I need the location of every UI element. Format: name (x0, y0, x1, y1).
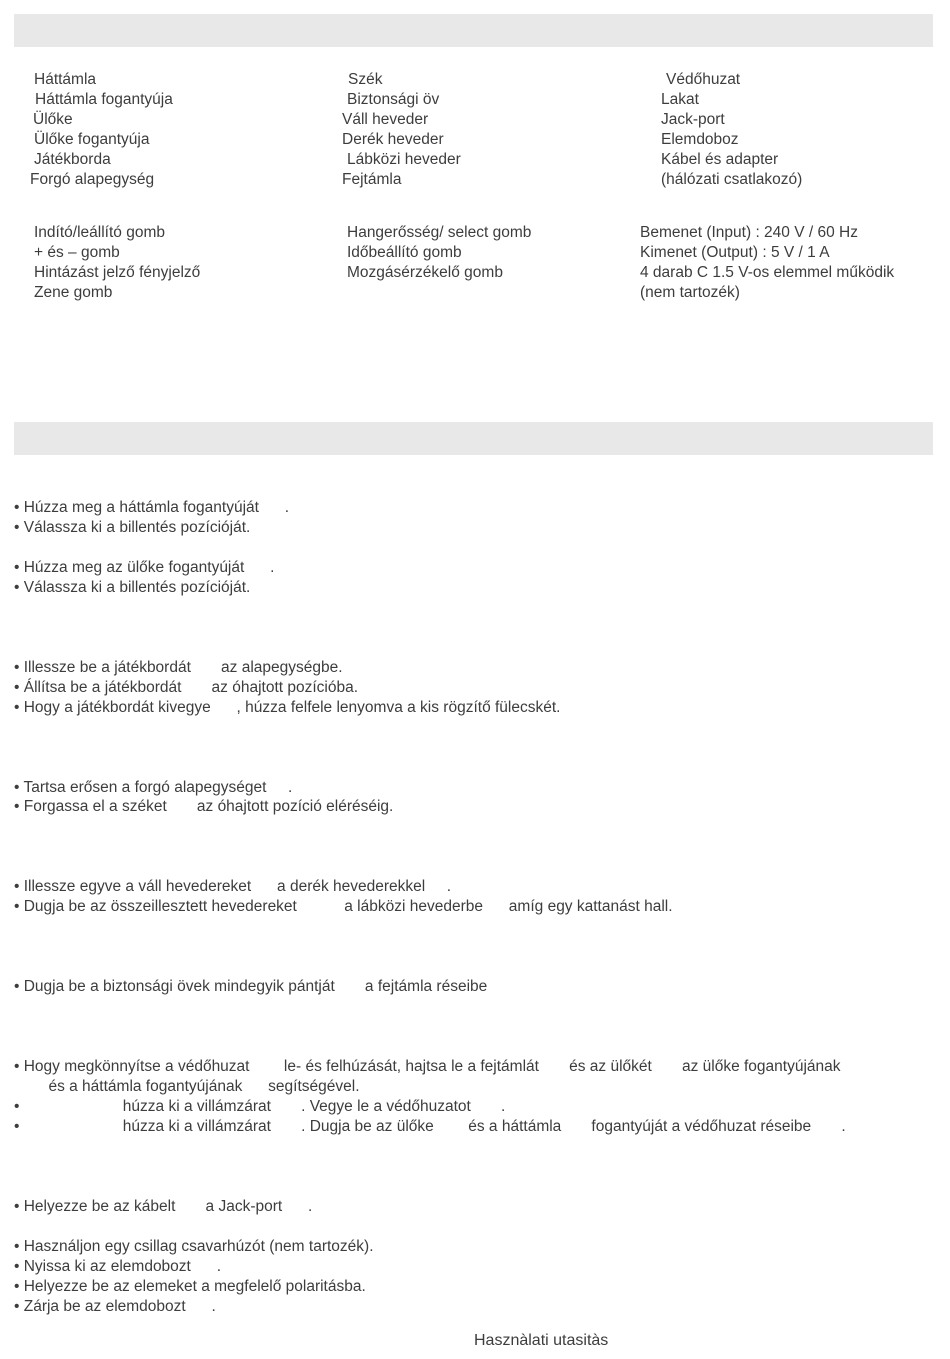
part-label: Biztonsági öv (347, 91, 440, 108)
instruction-item: • Hogy a játékbordát kivegye , húzza felfele lenyomva a kis rögzítő fülecskét. (14, 699, 561, 716)
instruction-item: • Nyissa ki az elemdobozt . (14, 1258, 222, 1275)
part-label: Jack-port (661, 111, 725, 128)
instruction-item: • Hogy megkönnyítse a védőhuzat le- és felhúzását, hajtsa le a fejtámlát és az ülőkét az ülőke fogantyújának (14, 1058, 841, 1075)
part-label: Háttámla fogantyúja (35, 91, 173, 108)
spec-label: Kimenet (Output) : 5 V / 1 A (640, 244, 830, 261)
instruction-item: • Helyezze be az kábelt a Jack-port . (14, 1198, 313, 1215)
spec-label: (nem tartozék) (640, 284, 740, 301)
part-label: Ülőke (33, 111, 73, 128)
header-band-top (14, 14, 933, 47)
instruction-item: • Zárja be az elemdobozt . (14, 1298, 216, 1315)
instruction-item: • Húzza meg az ülőke fogantyúját . (14, 559, 275, 576)
instruction-item: • Illessze be a játékbordát az alapegységbe. (14, 659, 343, 676)
instruction-item: • Válassza ki a billentés pozícióját. (14, 579, 251, 596)
part-label: Ülőke fogantyúja (34, 131, 150, 148)
control-label: Mozgásérzékelő gomb (347, 264, 503, 281)
part-label: Lakat (661, 91, 699, 108)
instruction-item: • Helyezze be az elemeket a megfelelő polaritásba. (14, 1278, 366, 1295)
part-label: Váll heveder (342, 111, 429, 128)
part-label: (hálózati csatlakozó) (661, 171, 803, 188)
control-label: + és – gomb (34, 244, 120, 261)
part-label: Elemdoboz (661, 131, 739, 148)
part-label: Forgó alapegység (30, 171, 155, 188)
control-label: Időbeállító gomb (347, 244, 462, 261)
part-label: Kábel és adapter (661, 151, 779, 168)
part-label: Fejtámla (342, 171, 402, 188)
instruction-item: • Tartsa erősen a forgó alapegységet . (14, 779, 293, 796)
part-label: Védőhuzat (666, 71, 741, 88)
spec-label: 4 darab C 1.5 V-os elemmel működik (640, 264, 895, 281)
instruction-item: • Forgassa el a széket az óhajtott pozíció eléréséig. (14, 798, 394, 815)
part-label: Derék heveder (342, 131, 444, 148)
part-label: Játékborda (34, 151, 111, 168)
spec-label: Bemenet (Input) : 240 V / 60 Hz (640, 224, 858, 241)
part-label: Szék (348, 71, 383, 88)
part-label: Lábközi heveder (347, 151, 461, 168)
instruction-item: • Illessze egyve a váll hevedereket a derék hevederekkel . (14, 878, 452, 895)
control-label: Zene gomb (34, 284, 113, 301)
instruction-item: • Dugja be a biztonsági övek mindegyik pántját a fejtámla réseibe (14, 978, 488, 995)
part-label: Háttámla (34, 71, 97, 88)
instruction-item: • Húzza meg a háttámla fogantyúját . (14, 499, 290, 516)
control-label: Hangerősség/ select gomb (347, 224, 532, 241)
page-footer: Hasznàlati utasitàs (474, 1332, 609, 1349)
control-label: Hintázást jelző fényjelző (34, 264, 201, 281)
instruction-item: • Használjon egy csillag csavarhúzót (nem tartozék). (14, 1238, 374, 1255)
instruction-item: és a háttámla fogantyújának segítségével. (14, 1078, 360, 1095)
instruction-item: • Válassza ki a billentés pozícióját. (14, 519, 251, 536)
instruction-item: • Állítsa be a játékbordát az óhajtott pozícióba. (14, 679, 359, 696)
instruction-item: • Dugja be az összeillesztett hevedereket a lábközi hevederbe amíg egy kattanást hall. (14, 898, 673, 915)
control-label: Indító/leállító gomb (34, 224, 165, 241)
instruction-item: • húzza ki a villámzárat . Dugja be az ülőke és a háttámla fogantyúját a védőhuzat réseibe . (14, 1118, 846, 1135)
instruction-item: • húzza ki a villámzárat . Vegye le a védőhuzatot . (14, 1098, 506, 1115)
header-band-instructions (14, 422, 933, 455)
